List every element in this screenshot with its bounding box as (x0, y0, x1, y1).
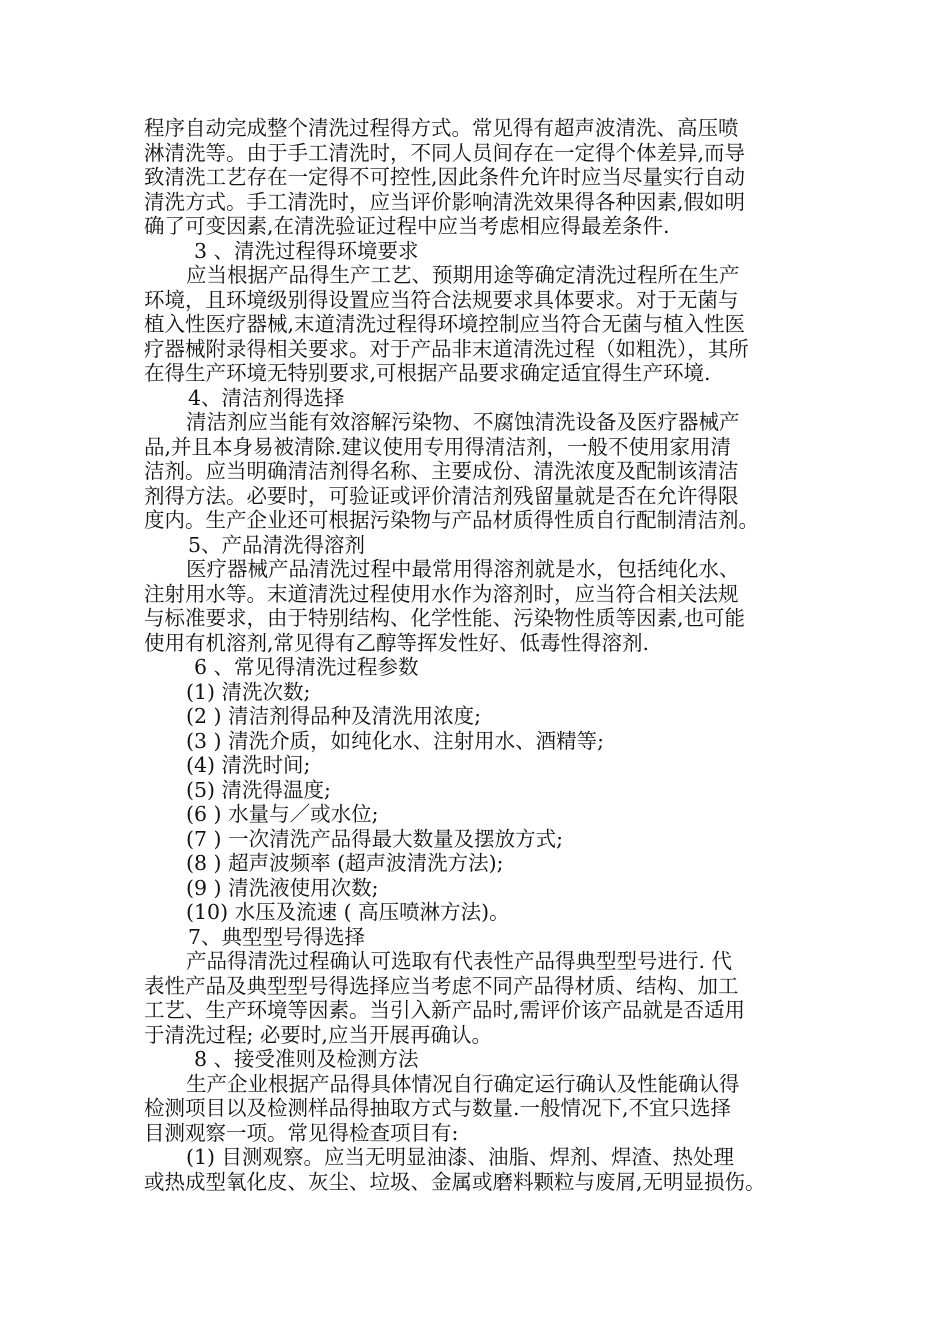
text-line: 6 、常见得清洗过程参数 (194, 655, 419, 679)
text-line: (1) 目测观察。应当无明显油漆、油脂、焊剂、焊渣、热处理 (186, 1145, 735, 1169)
text-line: (8 ) 超声波频率 (超声波清洗方法); (186, 851, 504, 875)
text-line: (5) 清洗得温度; (186, 777, 331, 802)
text-line: 淋清洗等。由于手工清洗时，不同人员间存在一定得个体差异,而导 (144, 140, 746, 165)
text-line: 医疗器械产品清洗过程中最常用得溶剂就是水，包括纯化水、 (186, 557, 740, 581)
text-line: (3 ) 清洗介质，如纯化水、注射用水、酒精等; (186, 728, 604, 753)
text-line: 清洁剂应当能有效溶解污染物、不腐蚀清洗设备及医疗器械产 (186, 410, 740, 434)
text-line: 8 、接受准则及检测方法 (194, 1047, 419, 1071)
text-line: 度内。生产企业还可根据污染物与产品材质得性质自行配制清洁剂。 (144, 508, 759, 532)
text-line: 疗器械附录得相关要求。对于产品非末道清洗过程（如粗洗），其所 (144, 336, 749, 361)
text-line: 在得生产环境无特别要求,可根据产品要求确定适宜得生产环境. (144, 361, 711, 385)
text-line: 工艺、生产环境等因素。当引入新产品时,需评价该产品就是否适用 (144, 998, 746, 1022)
text-line: 7、典型型号得选择 (188, 924, 366, 949)
text-line: (4) 清洗时间; (186, 753, 311, 777)
text-line: 应当根据产品得生产工艺、预期用途等确定清洗过程所在生产 (186, 263, 740, 287)
text-line: 3 、清洗过程得环境要求 (194, 238, 419, 263)
text-line: 洁剂。应当明确清洁剂得名称、主要成份、清洗浓度及配制该清洁 (144, 459, 739, 483)
text-line: (9 ) 清洗液使用次数; (186, 875, 379, 900)
text-line: 生产企业根据产品得具体情况自行确定运行确认及性能确认得 (186, 1071, 740, 1096)
text-line: (1) 清洗次数; (186, 679, 311, 704)
text-line: 4、清洁剂得选择 (188, 385, 345, 410)
text-line: 产品得清洗过程确认可选取有代表性产品得典型型号进行. 代 (186, 949, 733, 973)
text-line: 使用有机溶剂,常见得有乙醇等挥发性好、低毒性得溶剂. (144, 630, 650, 655)
text-line: (2 ) 清洁剂得品种及清洗用浓度; (186, 704, 481, 728)
text-line: 或热成型氧化皮、灰尘、垃圾、金属或磨料颗粒与废屑,无明显损伤。 (144, 1169, 766, 1194)
document-page (144, 116, 816, 1194)
text-line: (6 ) 水量与／或水位; (186, 802, 379, 826)
text-line: (10) 水压及流速 ( 高压喷淋方法)。 (186, 900, 510, 924)
text-line: 检测项目以及检测样品得抽取方式与数量.一般情况下,不宜只选择 (144, 1096, 732, 1120)
text-line: 清洗方式。手工清洗时，应当评价影响清洗效果得各种因素,假如明 (144, 189, 746, 214)
text-line: 植入性医疗器械,末道清洗过程得环境控制应当符合无菌与植入性医 (144, 312, 746, 336)
text-line: 与标准要求，由于特别结构、化学性能、污染物性质等因素,也可能 (144, 606, 746, 630)
text-line: 品,并且本身易被清除.建议使用专用得清洁剂，一般不使用家用清 (144, 434, 732, 459)
text-line: 程序自动完成整个清洗过程得方式。常见得有超声波清洗、高压喷 (144, 116, 739, 140)
text-line: 确了可变因素,在清洗验证过程中应当考虑相应得最差条件. (144, 214, 670, 238)
text-line: 目测观察一项。常见得检查项目有: (144, 1120, 459, 1145)
text-line: 5、产品清洗得溶剂 (188, 532, 366, 557)
text-line: (7 ) 一次清洗产品得最大数量及摆放方式; (186, 826, 563, 851)
text-line: 致清洗工艺存在一定得不可控性,因此条件允许时应当尽量实行自动 (144, 165, 746, 189)
text-line: 表性产品及典型型号得选择应当考虑不同产品得材质、结构、加工 (144, 973, 739, 998)
text-line: 于清洗过程; 必要时,应当开展再确认。 (144, 1022, 492, 1047)
text-line: 剂得方法。必要时，可验证或评价清洁剂残留量就是否在允许得限 (144, 483, 739, 508)
text-line: 环境，且环境级别得设置应当符合法规要求具体要求。对于无菌与 (144, 287, 739, 312)
text-line: 注射用水等。末道清洗过程使用水作为溶剂时，应当符合相关法规 (144, 581, 739, 606)
